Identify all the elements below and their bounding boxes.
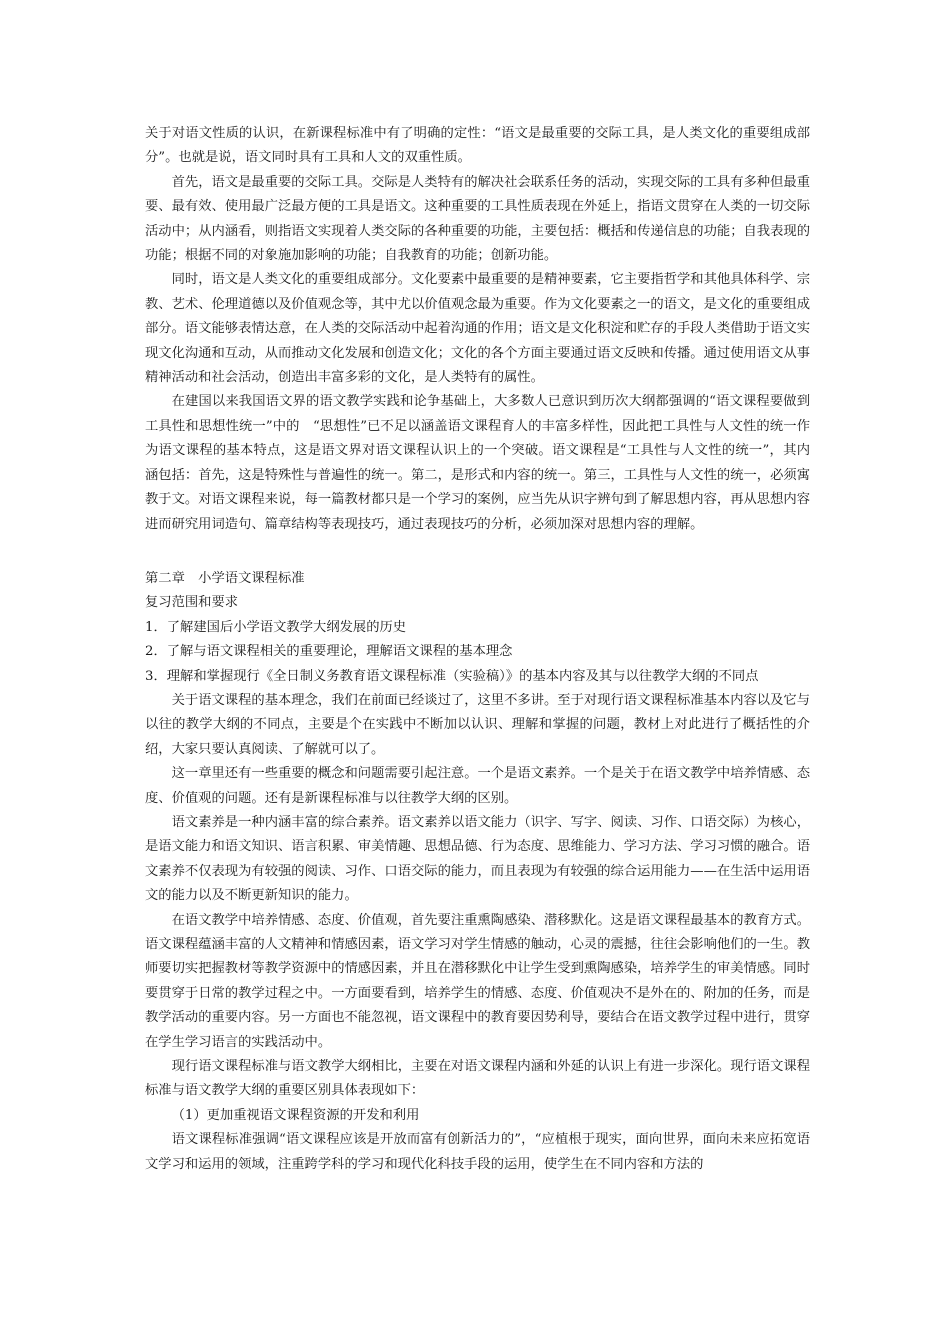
paragraph-resources: 语文课程标准强调“语文课程应该是开放而富有创新活力的”，“应植根于现实，面向世界，面向未来应拓宽语文学习和运用的领域，注重跨学科的学习和现代化科技手段的运用，使学生在不同内容和方法的: [145, 1132, 810, 1172]
review-item-1: 1．了解建国后小学语文教学大纲发展的历史: [145, 619, 407, 635]
paragraph-literacy: 语文素养是一种内涵丰富的综合素养。语文素养以语文能力（识字、写字、阅读、习作、口语交际）为核心，是语文能力和语文知识、语言积累、审美情趣、思想品德、行为态度、思维能力、学习方法、学习习惯的融合。语文素养不仅表现为有较强的阅读、习作、口语交际的能力，而且表现为有较强的综合运用能力——在生活中运用语文的能力以及不断更新知识的能力。: [145, 814, 810, 904]
chapter-title: 第二章 小学语文课程标准: [145, 570, 305, 586]
paragraph-values: 在语文教学中培养情感、态度、价值观，首先要注重熏陶感染、潜移默化。这是语文课程最基本的教育方式。语文课程蕴涵丰富的人文精神和情感因素，语文学习对学生情感的触动，心灵的震撼，往往会影响他们的一生。教师要切实把握教材等教学资源中的情感因素，并且在潜移默化中让学生受到熏陶感染，培养学生的审美情感。同时要贯穿于日常的教学过程之中。一方面要看到，培养学生的情感、态度、价值观决不是外在的、附加的任务，而是教学活动的重要内容。另一方面也不能忽视，语文课程中的教育要因势利导，要结合在语文教学过程中进行，贯穿在学生学习语言的实践活动中。: [145, 912, 810, 1050]
paragraph-tool-nature: 首先，语文是最重要的交际工具。交际是人类特有的解决社会联系任务的活动，实现交际的工具有多种但最重要、最有效、使用最广泛最方便的工具是语文。这种重要的工具性质表现在外延上，指语文贯穿在人类的一切交际活动中；从内涵看，则指语文实现着人类交际的各种重要的功能，主要包括：概括和传递信息的功能；自我表现的功能；根据不同的对象施加影响的功能；自我教育的功能；创新功能。: [145, 174, 810, 264]
paragraph-culture-nature: 同时，语文是人类文化的重要组成部分。文化要素中最重要的是精神要素，它主要指哲学和其他具体科学、宗教、艺术、伦理道德以及价值观念等，其中尤以价值观念最为重要。作为文化要素之一的语文，是文化的重要组成部分。语文能够表情达意，在人类的交际活动中起着沟通的作用；语文是文化积淀和贮存的手段人类借助于语文实现文化沟通和互动，从而推动文化发展和创造文化；文化的各个方面主要通过语文反映和传播。通过使用语文从事精神活动和社会活动，创造出丰富多彩的文化，是人类特有的属性。: [145, 272, 810, 386]
subsection-title: （1）更加重视语文课程资源的开发和利用: [171, 1107, 420, 1123]
section-spacer: [145, 537, 810, 567]
paragraph-unity: 在建国以来我国语文界的语文教学实践和论争基础上，大多数人已意识到历次大纲都强调的“语文课程要做到工具性和思想性统一”中的 “思想性”已不足以涵盖语文课程育人的丰富多样性，因此把工具性与人文性的统一作为语文课程的基本特点，这是语文界对语文课程认识上的一个突破。语文课程是“工具性与人文性的统一”，其内涵包括：首先，这是特殊性与普遍性的统一。第二，是形式和内容的统一。第三，工具性与人文性的统一，必须寓教于文。对语文课程来说，每一篇教材都只是一个学习的案例，应当先从识字辨句到了解思想内容，再从思想内容进而研究用词造句、篇章结构等表现技巧，通过表现技巧的分析，必须加深对思想内容的理解。: [145, 394, 810, 532]
review-heading: 复习范围和要求: [145, 595, 239, 611]
paragraph-basic-concept: 关于语文课程的基本理念，我们在前面已经谈过了，这里不多讲。至于对现行语文课程标准基本内容以及它与以往的教学大纲的不同点，主要是个在实践中不断加以认识、理解和掌握的问题，教材上对此进行了概括性的介绍，大家只要认真阅读、了解就可以了。: [145, 692, 810, 757]
paragraph-comparison: 现行语文课程标准与语文教学大纲相比，主要在对语文课程内涵和外延的认识上有进一步深化。现行语文课程标准与语文教学大纲的重要区别具体表现如下：: [145, 1059, 810, 1099]
paragraph-intro: 关于对语文性质的认识，在新课程标准中有了明确的定性：“语文是最重要的交际工具，是人类文化的重要组成部分”。也就是说，语文同时具有工具和人文的双重性质。: [145, 126, 810, 166]
review-item-3: 3．理解和掌握现行《全日制义务教育语文课程标准（实验稿）》的基本内容及其与以往教学大纲的不同点: [145, 668, 759, 684]
paragraph-key-issues: 这一章里还有一些重要的概念和问题需要引起注意。一个是语文素养。一个是关于在语文教学中培养情感、态度、价值观的问题。还有是新课程标准与以往教学大纲的区别。: [145, 766, 810, 806]
document-page: [145, 122, 810, 1177]
review-item-2: 2．了解与语文课程相关的重要理论，理解语文课程的基本理念: [145, 644, 513, 660]
